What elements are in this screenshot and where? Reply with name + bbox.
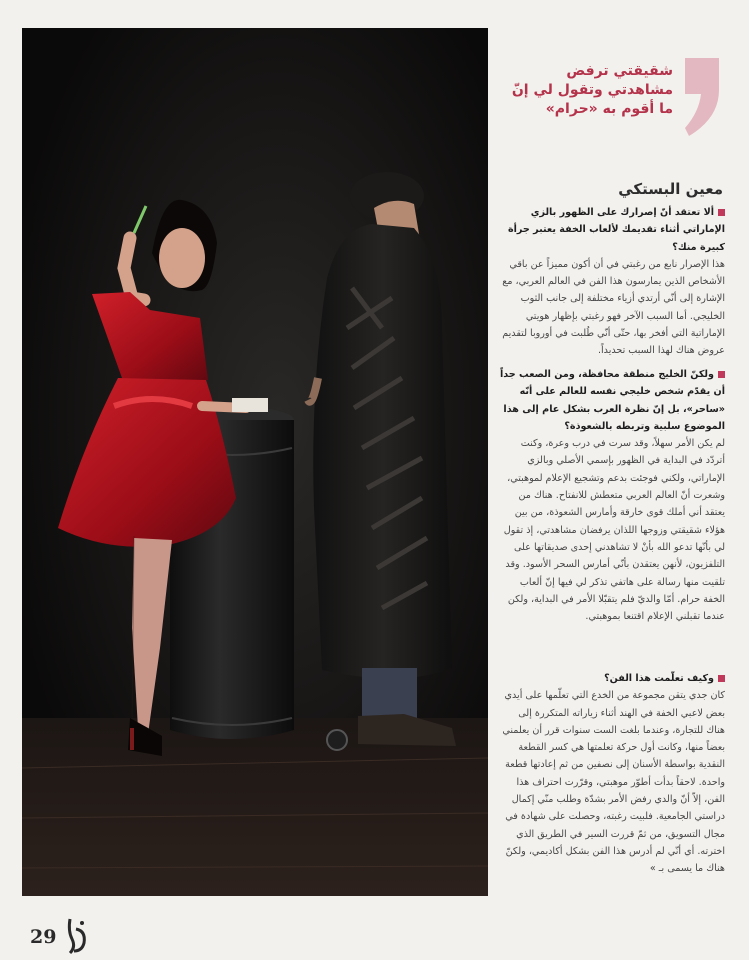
answer xyxy=(499,687,725,877)
question-marker-icon xyxy=(718,675,725,682)
quote-mark-icon xyxy=(681,48,723,136)
pull-quote xyxy=(495,52,731,134)
question xyxy=(499,366,725,435)
qa-section-3 xyxy=(499,670,725,878)
page-number: 29 xyxy=(30,926,57,948)
answer-text: لم يكن الأمر سهلاً، وقد سرت في درب وعرة، وكنت أتردّد في البداية في الظهور بإسمي الأصلي وبالزي الإماراتي، ولكني فوجئت بدعم وتشجيع الإعلام لموهبتي، وشعرت أنّ العالم العربي متعطش للانفتاح. هناك من يعتقد أني أملك قوى خارقة وأمارس الشعوذة، من بين هؤلاء شقيقتي وزوجها اللذان يرفضان مشاهدتي، إذ تقول لي بأنّها تدعو الله بأنْ لا تشاهدني إحدى صديقاتها على التلفزيون، لأنهن يعتقدن بأنّي أمارس السحر الأسود. وقد تلقيت منها رسالة على هاتفي تذكر لي فيها إنّ ألعاب الخفة حرام. أمّا والديّ فلم يتقبّلا الأمر في البداية، ولكن عندما تقبلني الإعلام اقتنعا بموهبتي. xyxy=(503,438,725,623)
qa-section-1 xyxy=(499,204,725,360)
question-text: ألا تعتقد أنّ إصرارك على الظهور بالزي الإماراتي أثناء تقديمك لألعاب الخفة يعتبر جرأة كبيرة منك؟ xyxy=(507,207,725,253)
question-text: وكيف تعلّمت هذا الفن؟ xyxy=(604,673,714,684)
answer-text: كان جدي يتقن مجموعة من الخدع التي تعلّمها على أيدي بعض لاعبي الخفة في الهند أثناء زياراته المتكررة إلى هناك للتجارة، وعندما بلغت الست سنوات قرر أن يعلمني بعضاً منها، وكانت أول حركة تعلمتها هي كسر القطعة النقدية بواسطة الأسنان إلى نصفين من ثم إعادتها قطعة واحدة. لاحقاً بدأت أطوّر موهبتي، وقرّرت احتراف هذا الفن، إلاّ أنّ والدي رفض الأمر بشدّة وطلب منّي إكمال دراستي الجامعية. فلبيت رغبته، وحصلت على شهادة في مجال التسويق، من ثمّ قررت السير في الطريق الذي اخترته. أي أنّي لم أدرس هذا الفن بشكل أكاديمي، ولكنّ هناك ما يسمى بـ » xyxy=(502,690,725,875)
question xyxy=(499,670,725,687)
answer xyxy=(499,256,725,360)
pull-quote-line: مشاهدتي وتقول لي إنّ xyxy=(511,82,673,98)
question-text: ولكنّ الخليج منطقة محافظة، ومن الصعب جداً أن يقدّم شخص خليجي نفسه للعالم على أنّه «ساحر»، بل إنّ نظرة العرب بشكل عام إلى هذا الموضوع سلبية وتربطه بالشعوذة؟ xyxy=(499,369,725,432)
magazine-logo-icon xyxy=(64,915,90,955)
photo-illustration xyxy=(22,28,488,896)
article-text-column xyxy=(495,40,731,900)
question-marker-icon xyxy=(718,371,725,378)
editorial-photo xyxy=(22,28,488,896)
question-marker-icon xyxy=(718,209,725,216)
answer-text: هذا الإصرار نابع من رغبتي في أن أكون مميزاً عن باقي الأشخاص الذين يمارسون هذا الفن في العالم العربي، مع الإشارة إلى أنّي أرتدي أزياء مختلفة إلى جانب الثوب الخليجي. أما السبب الآخر فهو رغبتي بإظهار هويتي الإماراتية التي أفخر بها، حتّى أنّي طُلبت في أوروبا لتقديم عروض هناك لهذا السبب تحديداً. xyxy=(502,258,725,357)
answer xyxy=(499,435,725,625)
pull-quote-text xyxy=(497,62,673,119)
pull-quote-line: شقيقتي ترفض xyxy=(566,63,673,79)
author-name: معين البستكي xyxy=(618,180,723,198)
qa-section-2 xyxy=(499,366,725,625)
question xyxy=(499,204,725,256)
pull-quote-line: ما أقوم به «حرام» xyxy=(545,101,673,117)
